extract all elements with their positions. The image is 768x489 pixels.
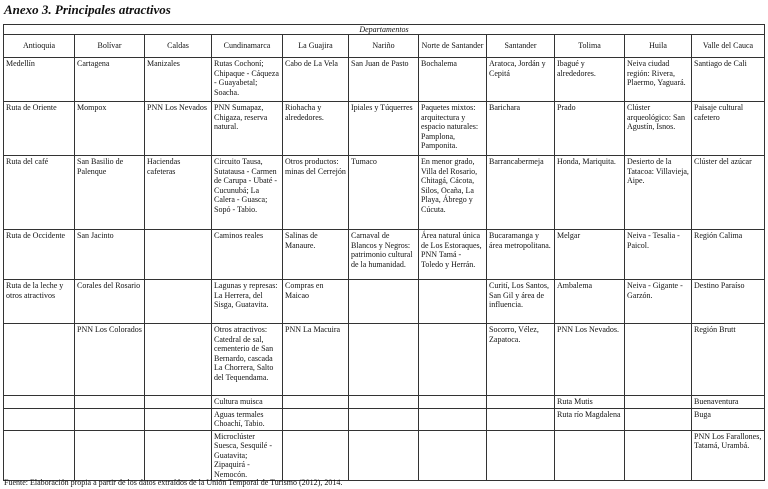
table-cell: Neiva - Tesalia - Paicol.	[625, 230, 692, 280]
table-cell: Tumaco	[349, 156, 419, 230]
column-header: Cundinamarca	[212, 35, 283, 58]
table-body	[4, 58, 765, 481]
table-cell	[4, 408, 75, 430]
table-cell: San Basilio de Palenque	[75, 156, 145, 230]
table-row	[4, 156, 765, 230]
table-cell: Honda, Mariquita.	[555, 156, 625, 230]
table-cell	[145, 408, 212, 430]
table-cell: Barichara	[487, 102, 555, 156]
table-cell	[349, 430, 419, 481]
table-cell: Rutas Cochoní; Chipaque - Cáqueza - Guayabetal; Soacha.	[212, 58, 283, 102]
table-cell	[349, 280, 419, 324]
table-cell	[145, 324, 212, 396]
table-cell	[349, 324, 419, 396]
table-cell: Paquetes mixtos: arquitectura y espacio naturales: Pamplona, Pamponita.	[419, 102, 487, 156]
group-header: Departamentos	[4, 25, 765, 35]
table-cell: Ruta de Occidente	[4, 230, 75, 280]
column-header: La Guajira	[283, 35, 349, 58]
table-cell	[487, 430, 555, 481]
table-cell: Clúster del azúcar	[692, 156, 765, 230]
column-header: Tolima	[555, 35, 625, 58]
table-cell: Barrancabermeja	[487, 156, 555, 230]
table-cell: San Jacinto	[75, 230, 145, 280]
table-cell: Salinas de Manaure.	[283, 230, 349, 280]
table-cell: Aratoca, Jordán y Cepitá	[487, 58, 555, 102]
table-cell: Aguas termales Choachí, Tabio.	[212, 408, 283, 430]
table-row	[4, 102, 765, 156]
table-cell	[487, 408, 555, 430]
table-cell	[283, 396, 349, 409]
table-cell	[419, 396, 487, 409]
table-row	[4, 230, 765, 280]
table-cell: Compras en Maicao	[283, 280, 349, 324]
table-cell: Manizales	[145, 58, 212, 102]
table-cell	[419, 324, 487, 396]
table-cell	[4, 396, 75, 409]
table-cell: Medellín	[4, 58, 75, 102]
table-cell: Ruta del café	[4, 156, 75, 230]
column-header: Santander	[487, 35, 555, 58]
table-cell: Buenaventura	[692, 396, 765, 409]
table-cell: Bucaramanga y área metropolitana.	[487, 230, 555, 280]
column-header: Caldas	[145, 35, 212, 58]
annex-title: Anexo 3. Principales atractivos	[4, 2, 171, 17]
table-cell: Ambalema	[555, 280, 625, 324]
table-cell: Lagunas y represas: La Herrera, del Sisga, Guatavita.	[212, 280, 283, 324]
table-row	[4, 408, 765, 430]
table-cell	[419, 280, 487, 324]
table-cell: Cabo de La Vela	[283, 58, 349, 102]
table-cell: Mompox	[75, 102, 145, 156]
table-cell: En menor grado, Villa del Rosario, Chitagá, Cácota, Silos, Ocaña, La Playa, Ábrego y Cúcuta.	[419, 156, 487, 230]
table-cell: PNN La Macuira	[283, 324, 349, 396]
table-row	[4, 58, 765, 102]
table-cell: Caminos reales	[212, 230, 283, 280]
table-cell	[4, 324, 75, 396]
table-cell: Circuito Tausa, Sutatausa - Carmen de Carupa - Ubaté - Cucunubá; La Calera - Guasca; Sopó - Tabio.	[212, 156, 283, 230]
table-cell: Corales del Rosario	[75, 280, 145, 324]
table-cell	[145, 396, 212, 409]
table-cell: Melgar	[555, 230, 625, 280]
column-header: Antioquia	[4, 35, 75, 58]
table-cell: Ruta de la leche y otros atractivos	[4, 280, 75, 324]
table-cell	[145, 280, 212, 324]
column-header: Nariño	[349, 35, 419, 58]
table-cell: PNN Los Colorados	[75, 324, 145, 396]
table-cell: Socorro, Vélez, Zapatoca.	[487, 324, 555, 396]
table-cell: Región Calima	[692, 230, 765, 280]
table-cell	[419, 408, 487, 430]
column-header: Norte de Santander	[419, 35, 487, 58]
table-cell: Paisaje cultural cafetero	[692, 102, 765, 156]
table-cell	[4, 430, 75, 481]
source-note: Fuente: Elaboración propia a partir de los datos extraídos de la Unión Temporal de Turismo (2012), 2014.	[4, 478, 343, 487]
table-cell: Neiva - Gigante - Garzón.	[625, 280, 692, 324]
table-cell: Bochalema	[419, 58, 487, 102]
table-row	[4, 324, 765, 396]
table-cell	[419, 430, 487, 481]
column-header: Valle del Cauca	[692, 35, 765, 58]
table-cell	[487, 396, 555, 409]
table-cell: Cartagena	[75, 58, 145, 102]
table-cell	[625, 430, 692, 481]
table-cell	[349, 396, 419, 409]
table-cell: Neiva ciudad región: Rivera, Plaermo, Yaguará.	[625, 58, 692, 102]
table-cell: Prado	[555, 102, 625, 156]
table-cell: Curití, Los Santos, San Gil y área de influencia.	[487, 280, 555, 324]
column-header-row	[4, 35, 765, 58]
table-cell	[349, 408, 419, 430]
table-cell: Santiago de Cali	[692, 58, 765, 102]
table-row	[4, 396, 765, 409]
table-cell: Área natural única de Los Estoraques, PNN Tamá - Toledo y Herrán.	[419, 230, 487, 280]
table-cell: Desierto de la Tatacoa: Villavieja, Aipe.	[625, 156, 692, 230]
table-cell: Buga	[692, 408, 765, 430]
table-cell	[145, 230, 212, 280]
table-cell	[283, 408, 349, 430]
table-cell: PNN Los Nevados.	[555, 324, 625, 396]
table-cell: Carnaval de Blancos y Negros: patrimonio cultural de la humanidad.	[349, 230, 419, 280]
table-cell	[75, 430, 145, 481]
group-header-row	[4, 25, 765, 35]
table-cell: Ipiales y Túquerres	[349, 102, 419, 156]
table-cell: Ruta de Oriente	[4, 102, 75, 156]
table-cell: Ruta río Magdalena	[555, 408, 625, 430]
column-header: Bolívar	[75, 35, 145, 58]
column-header: Huila	[625, 35, 692, 58]
table-cell	[625, 396, 692, 409]
table-cell: PNN Los Farallones, Tatamá, Urambá.	[692, 430, 765, 481]
table-row	[4, 430, 765, 481]
table-cell	[145, 430, 212, 481]
table-cell	[555, 430, 625, 481]
table-cell	[625, 324, 692, 396]
table-row	[4, 280, 765, 324]
table-cell: Otros productos: minas del Cerrejón	[283, 156, 349, 230]
table-cell: Cultura muisca	[212, 396, 283, 409]
table-cell: PNN Sumapaz, Chigaza, reserva natural.	[212, 102, 283, 156]
table-cell: Región Brutt	[692, 324, 765, 396]
table-cell: Clúster arqueológico: San Agustín, Isnos.	[625, 102, 692, 156]
table-cell	[625, 408, 692, 430]
attractions-table	[3, 24, 765, 481]
table-cell: Riohacha y alrededores.	[283, 102, 349, 156]
table-cell: Haciendas cafeteras	[145, 156, 212, 230]
table-cell: PNN Los Nevados	[145, 102, 212, 156]
table-cell: San Juan de Pasto	[349, 58, 419, 102]
table-cell	[75, 408, 145, 430]
table-cell: Otros atractivos: Catedral de sal, cementerio de San Bernardo, cascada La Chorrera, Salto del Tequendama.	[212, 324, 283, 396]
table-cell: Microclúster Suesca, Sesquilé - Guatavita; Zipaquirá - Nemocón.	[212, 430, 283, 481]
table-cell: Ruta Mutis	[555, 396, 625, 409]
table-cell	[75, 396, 145, 409]
table-cell: Destino Paraíso	[692, 280, 765, 324]
table-cell	[283, 430, 349, 481]
table-cell: Ibagué y alrededores.	[555, 58, 625, 102]
